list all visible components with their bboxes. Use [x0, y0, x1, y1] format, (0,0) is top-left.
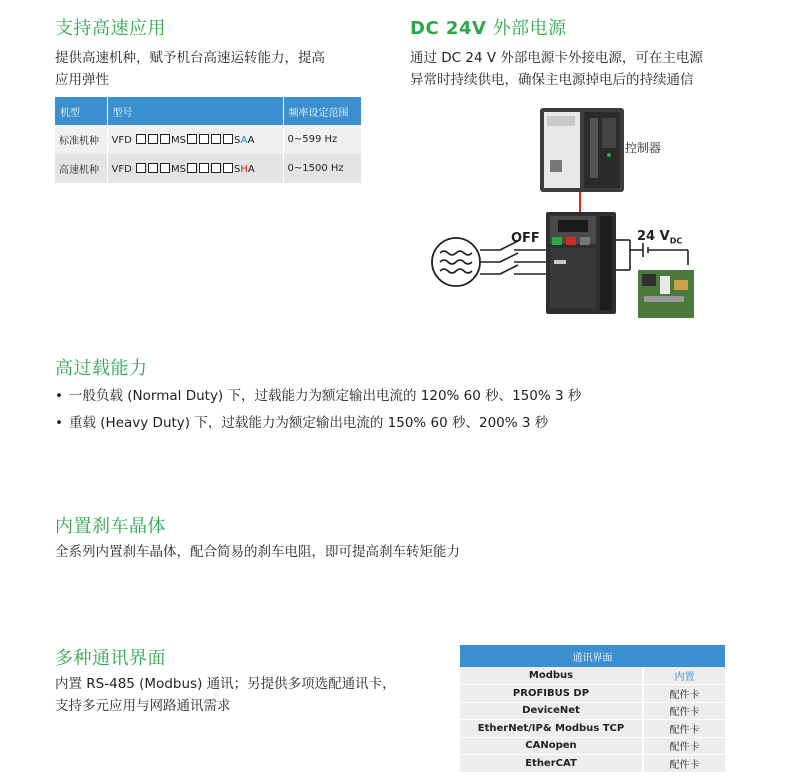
code-accent-letter: A: [240, 134, 248, 146]
code-s: S: [233, 134, 241, 146]
high-speed-description: [55, 47, 375, 91]
ac-source-icon: [432, 238, 480, 286]
off-label: OFF: [511, 231, 540, 246]
placeholder-box-icon: [199, 163, 209, 173]
voltage-sub: DC: [669, 236, 683, 246]
overload-title: 高过载能力: [55, 358, 148, 379]
protocol-cell: Modbus: [460, 667, 643, 685]
status-cell: 配件卡: [643, 755, 725, 773]
dc24-desc-line2: 异常时持续供电，确保主电源掉电后的持续通信: [410, 72, 694, 88]
brake-title: 内置刹车晶体: [55, 516, 166, 537]
protocol-cell: DeviceNet: [460, 702, 643, 720]
placeholder-box-icon: [211, 134, 221, 144]
code-mid: MS: [170, 163, 186, 175]
code-s: S: [233, 163, 241, 175]
protocol-cell: CANopen: [460, 737, 643, 755]
list-item: [55, 410, 581, 437]
placeholder-box-icon: [148, 163, 158, 173]
table-row: [55, 125, 361, 154]
speed-table-header-model: 机型: [55, 97, 107, 125]
row-code-high-speed: [107, 154, 283, 183]
placeholder-box-icon: [160, 134, 170, 144]
high-speed-desc-line2: 应用弹性: [55, 72, 109, 88]
row-model-high-speed: 高速机种: [55, 154, 107, 183]
table-row: [460, 667, 725, 685]
overload-bullet-list: [55, 383, 581, 437]
dc24-description: [410, 47, 770, 91]
comm-desc-line2: 支持多元应用与网路通讯需求: [55, 698, 231, 714]
comm-table-header: 通讯界面: [460, 645, 725, 667]
status-cell: 配件卡: [643, 720, 725, 738]
table-row: [460, 737, 725, 755]
placeholder-box-icon: [136, 134, 146, 144]
code-prefix: VFD: [111, 163, 132, 175]
speed-table-header-code: 型号: [107, 97, 283, 125]
placeholder-box-icon: [223, 163, 233, 173]
placeholder-box-icon: [136, 163, 146, 173]
status-cell: 配件卡: [643, 702, 725, 720]
speed-model-table: [55, 97, 362, 183]
status-cell: 配件卡: [643, 685, 725, 703]
bullet-text: 重载 (Heavy Duty) 下，过载能力为额定输出电流的 150% 60 秒、200% 3 秒: [69, 415, 549, 431]
table-row: [460, 720, 725, 738]
dc24-desc-line1: 通过 DC 24 V 外部电源卡外接电源，可在主电源: [410, 50, 703, 66]
status-cell: 内置: [643, 667, 725, 685]
comm-desc-line1: 内置 RS-485 (Modbus) 通讯；另提供多项选配通讯卡，: [55, 676, 396, 692]
comm-table-header-row: [460, 645, 725, 667]
controller-label: 控制器: [625, 141, 662, 155]
code-prefix: VFD: [111, 134, 132, 146]
high-speed-title: 支持高速应用: [55, 18, 166, 39]
placeholder-box-icon: [223, 134, 233, 144]
comm-interface-table: [460, 645, 725, 773]
voltage-value: 24 V: [637, 229, 670, 244]
dc24-title: [410, 14, 567, 40]
code-tail: A: [247, 163, 255, 175]
dc24-title-v: V: [471, 18, 487, 39]
status-cell: 配件卡: [643, 737, 725, 755]
high-speed-desc-line1: 提供高速机种，赋予机台高速运转能力，提高: [55, 50, 325, 66]
controller-device-icon: [540, 108, 624, 192]
row-range-standard: 0~599 Hz: [283, 125, 361, 154]
list-item: [55, 383, 581, 410]
table-row: [460, 755, 725, 773]
power-card-icon: [638, 270, 694, 318]
placeholder-box-icon: [199, 134, 209, 144]
speed-table-header-row: [55, 97, 361, 125]
table-row: [55, 154, 361, 183]
brake-description: 全系列内置刹车晶体，配合简易的刹车电阻，即可提高刹车转矩能力: [55, 544, 460, 560]
bullet-icon: •: [55, 415, 63, 431]
comm-title: 多种通讯界面: [55, 648, 166, 669]
row-code-standard: [107, 125, 283, 154]
bullet-icon: •: [55, 388, 63, 404]
row-range-high-speed: 0~1500 Hz: [283, 154, 361, 183]
table-row: [460, 685, 725, 703]
code-mid: MS: [170, 134, 186, 146]
dc24-power-diagram: [418, 100, 708, 325]
protocol-cell: EtherNet/IP& Modbus TCP: [460, 720, 643, 738]
code-accent-letter: H: [240, 163, 248, 175]
placeholder-box-icon: [187, 134, 197, 144]
placeholder-box-icon: [160, 163, 170, 173]
bullet-text: 一般负载 (Normal Duty) 下，过载能力为额定输出电流的 120% 60 秒、150% 3 秒: [69, 388, 582, 404]
row-model-standard: 标准机种: [55, 125, 107, 154]
voltage-label: [637, 229, 682, 246]
placeholder-box-icon: [211, 163, 221, 173]
dc24-title-rest: 外部电源: [486, 18, 567, 39]
table-row: [460, 702, 725, 720]
protocol-cell: PROFIBUS DP: [460, 685, 643, 703]
placeholder-box-icon: [148, 134, 158, 144]
ac-drive-icon: [546, 212, 616, 314]
code-tail: A: [247, 134, 255, 146]
dc24-title-bold: DC 24: [410, 18, 472, 39]
speed-table-header-range: 频率设定范围: [283, 97, 361, 125]
comm-description: [55, 673, 435, 717]
protocol-cell: EtherCAT: [460, 755, 643, 773]
placeholder-box-icon: [187, 163, 197, 173]
